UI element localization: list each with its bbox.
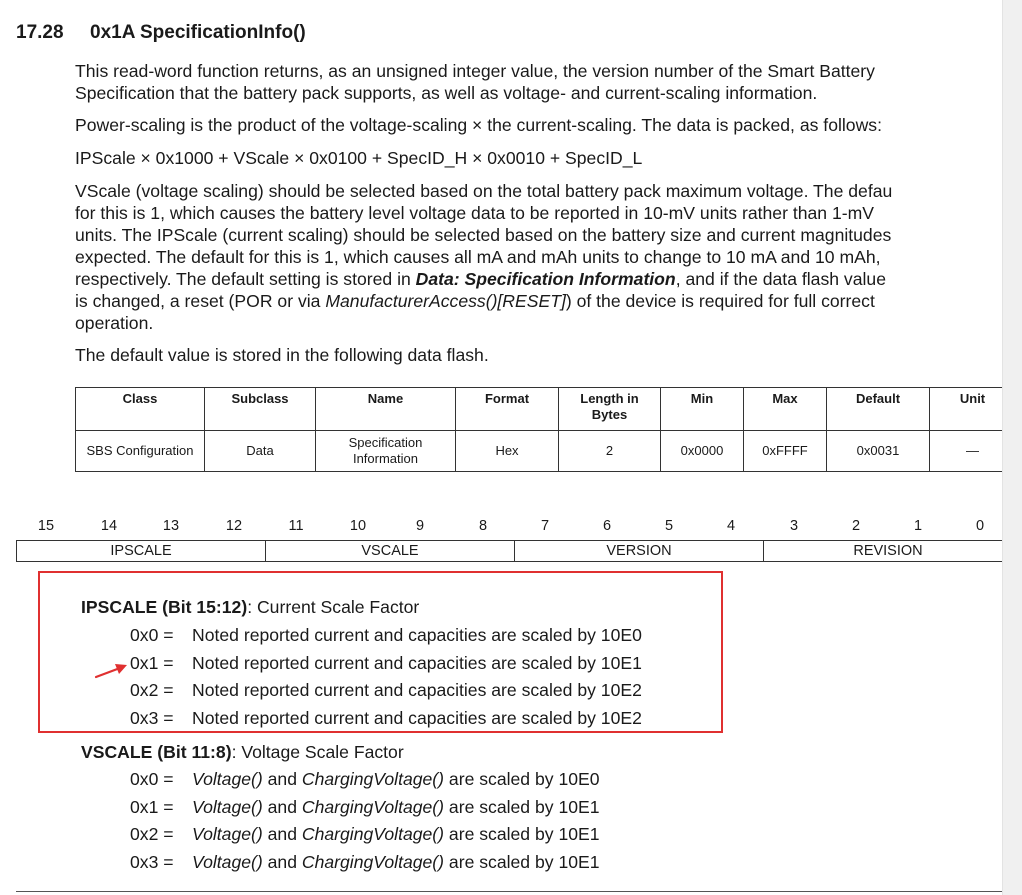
ipscale-text: Noted reported current and capacities are scaled by 10E0 [192, 625, 642, 645]
cell-max: 0xFFFF [744, 431, 827, 472]
vscale-heading-bold: VSCALE (Bit 11:8) [81, 742, 232, 762]
header-length: Length in Bytes [559, 388, 661, 431]
vscale-item [130, 824, 600, 845]
desc-line-4: expected. The default for this is 1, which causes all mA and mAh units to change to 10 mA and 10 mAh, [75, 247, 881, 267]
ipscale-text: Noted reported current and capacities are scaled by 10E2 [192, 680, 642, 700]
vscale-heading [81, 742, 404, 763]
bit-10-label: 10 [349, 518, 367, 534]
bit-3-label: 3 [789, 518, 799, 534]
data-flash-table [75, 387, 1002, 472]
table-header-row [76, 388, 1003, 431]
packing-formula: IPScale × 0x1000 + VScale × 0x0100 + SpecID_H × 0x0010 + SpecID_L [75, 148, 643, 168]
ipscale-code: 0x0 = [130, 625, 174, 645]
vscale-code: 0x1 = [130, 797, 174, 817]
cell-format: Hex [456, 431, 559, 472]
cell-default: 0x0031 [827, 431, 930, 472]
conjunction: and [262, 769, 302, 789]
bit-0-label: 0 [975, 518, 985, 534]
manufacturer-access-reference: ManufacturerAccess()[RESET] [325, 291, 566, 311]
conjunction: and [262, 797, 302, 817]
bit-12-label: 12 [225, 518, 243, 534]
section-title: 0x1A SpecificationInfo() [90, 22, 306, 43]
bit-11-label: 11 [288, 518, 304, 534]
desc-line-2: for this is 1, which causes the battery level voltage data to be reported in 10-mV units rather than 1-mV [75, 203, 874, 223]
bit-14-label: 14 [100, 518, 118, 534]
intro-paragraph [75, 60, 875, 104]
vscale-suffix: are scaled by 10E1 [444, 852, 600, 872]
header-default: Default [827, 388, 930, 431]
vscale-item [130, 769, 600, 790]
cell-class: SBS Configuration [76, 431, 205, 472]
bit-5-label: 5 [664, 518, 674, 534]
desc-line-5-start: respectively. The default setting is stored in [75, 269, 416, 289]
vscale-code: 0x0 = [130, 769, 174, 789]
vscale-code: 0x3 = [130, 852, 174, 872]
desc-line-1: VScale (voltage scaling) should be selected based on the total battery pack maximum voltage. The defau [75, 181, 893, 201]
header-unit: Unit [930, 388, 1003, 431]
header-subclass: Subclass [205, 388, 316, 431]
bit-15-label: 15 [37, 518, 55, 534]
cell-unit: — [930, 431, 1003, 472]
intro-line-2: Specification that the battery pack supports, as well as voltage- and current-scaling information. [75, 83, 818, 103]
red-arrow-icon [94, 662, 128, 680]
ipscale-text: Noted reported current and capacities are scaled by 10E2 [192, 708, 642, 728]
cell-min: 0x0000 [661, 431, 744, 472]
field-version: VERSION [606, 543, 672, 559]
field-vscale: VSCALE [361, 543, 419, 559]
section-number: 17.28 [16, 22, 64, 43]
vscale-code: 0x2 = [130, 824, 174, 844]
vscale-item [130, 852, 600, 873]
voltage-function: Voltage() [192, 797, 263, 817]
intro-line-1: This read-word function returns, as an unsigned integer value, the version number of the Smart Battery [75, 61, 875, 81]
bit-7-label: 7 [540, 518, 550, 534]
bit-8-label: 8 [478, 518, 488, 534]
desc-line-5 [75, 268, 892, 290]
ipscale-code: 0x2 = [130, 680, 174, 700]
register-field-bar [16, 540, 1002, 562]
section-heading [16, 22, 306, 44]
voltage-function: Voltage() [192, 824, 263, 844]
vscale-suffix: are scaled by 10E0 [444, 769, 600, 789]
field-revision: REVISION [853, 543, 923, 559]
voltage-function: Voltage() [192, 852, 263, 872]
table-row [76, 431, 1003, 472]
ipscale-text: Noted reported current and capacities are scaled by 10E1 [192, 653, 642, 673]
vscale-heading-rest: : Voltage Scale Factor [231, 742, 404, 762]
ipscale-heading-bold: IPSCALE (Bit 15:12) [81, 597, 248, 617]
charging-voltage-function: ChargingVoltage() [301, 824, 445, 844]
bit-1-label: 1 [913, 518, 923, 534]
vscale-item [130, 797, 600, 818]
desc-line-7: operation. [75, 313, 154, 333]
bit-13-label: 13 [162, 518, 180, 534]
header-min: Min [661, 388, 744, 431]
bit-9-label: 9 [415, 518, 425, 534]
bit-4-label: 4 [726, 518, 736, 534]
vertical-scrollbar[interactable] [1002, 0, 1022, 895]
power-scaling-paragraph: Power-scaling is the product of the voltage-scaling × the current-scaling. The data is packed, as follows: [75, 115, 882, 135]
ipscale-code: 0x1 = [130, 653, 174, 673]
conjunction: and [262, 852, 302, 872]
conjunction: and [262, 824, 302, 844]
header-name: Name [316, 388, 456, 431]
data-flash-reference: Data: Specification Information [415, 269, 676, 289]
data-flash-intro: The default value is stored in the following data flash. [75, 345, 489, 365]
bit-2-label: 2 [851, 518, 861, 534]
field-ipscale: IPSCALE [110, 543, 172, 559]
bottom-divider [16, 891, 1002, 892]
header-class: Class [76, 388, 205, 431]
charging-voltage-function: ChargingVoltage() [301, 769, 445, 789]
charging-voltage-function: ChargingVoltage() [301, 797, 445, 817]
voltage-function: Voltage() [192, 769, 263, 789]
bit-6-label: 6 [602, 518, 612, 534]
ipscale-code: 0x3 = [130, 708, 174, 728]
desc-line-6-end: ) of the device is required for full correct [565, 291, 875, 311]
ipscale-heading-rest: : Current Scale Factor [247, 597, 420, 617]
desc-line-6 [75, 290, 892, 312]
desc-line-5-end: , and if the data flash value [675, 269, 886, 289]
vscale-suffix: are scaled by 10E1 [444, 797, 600, 817]
vscale-suffix: are scaled by 10E1 [444, 824, 600, 844]
scaling-description-paragraph [75, 180, 892, 334]
cell-length: 2 [559, 431, 661, 472]
desc-line-6-start: is changed, a reset (POR or via [75, 291, 326, 311]
cell-name: Specification Information [316, 431, 456, 472]
charging-voltage-function: ChargingVoltage() [301, 852, 445, 872]
red-highlight-box [38, 571, 723, 733]
cell-subclass: Data [205, 431, 316, 472]
header-max: Max [744, 388, 827, 431]
header-format: Format [456, 388, 559, 431]
desc-line-3: units. The IPScale (current scaling) should be selected based on the battery size and current magnitudes [75, 225, 892, 245]
